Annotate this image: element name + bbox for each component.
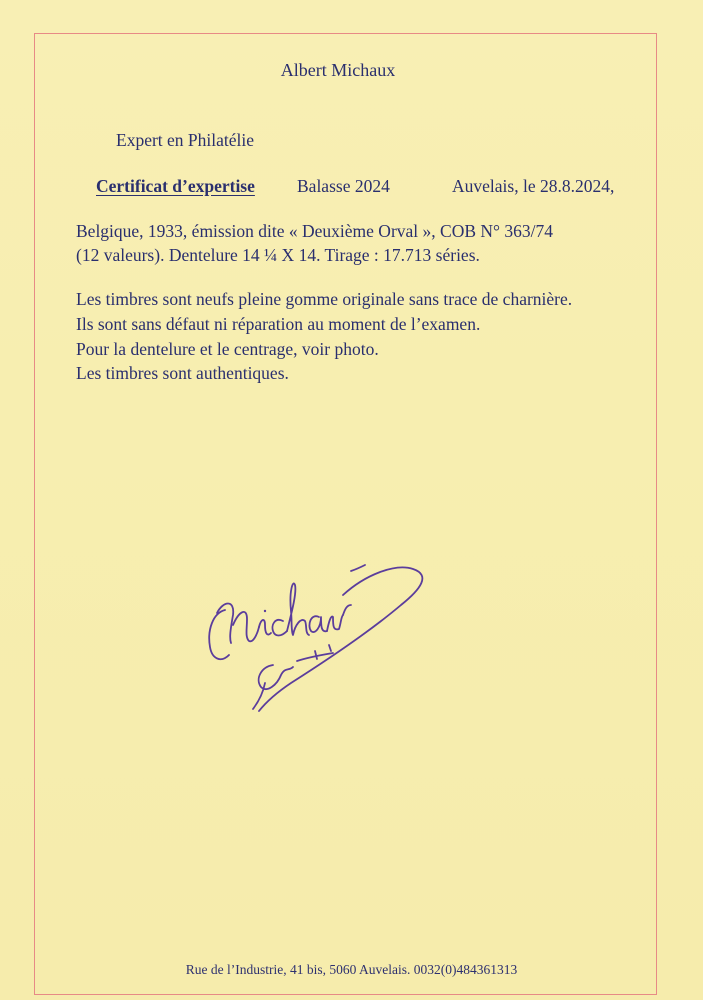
- description-line-1: Belgique, 1933, émission dite « Deuxième Orval », COB N° 363/74: [76, 221, 554, 241]
- certificate-reference: Balasse 2024: [297, 176, 390, 196]
- certificate-title: Certificat d’expertise: [96, 176, 255, 196]
- description-line-2: (12 valeurs). Dentelure 14 ¼ X 14. Tirage : 17.713 séries.: [76, 245, 480, 265]
- condition-line-3: Pour la dentelure et le centrage, voir photo.: [76, 339, 379, 359]
- expert-name: Albert Michaux: [280, 60, 396, 80]
- footer-address: Rue de l’Industrie, 41 bis, 5060 Auvelais. 0032(0)484361313: [185, 962, 518, 977]
- expert-role: Expert en Philatélie: [116, 130, 255, 150]
- condition-line-1: Les timbres sont neufs pleine gomme originale sans trace de charnière.: [76, 289, 573, 309]
- condition-line-2: Ils sont sans défaut ni réparation au moment de l’examen.: [76, 314, 481, 334]
- handwritten-signature: [195, 555, 435, 725]
- authenticity-line: Les timbres sont authentiques.: [76, 363, 289, 383]
- place-and-date: Auvelais, le 28.8.2024,: [452, 176, 615, 196]
